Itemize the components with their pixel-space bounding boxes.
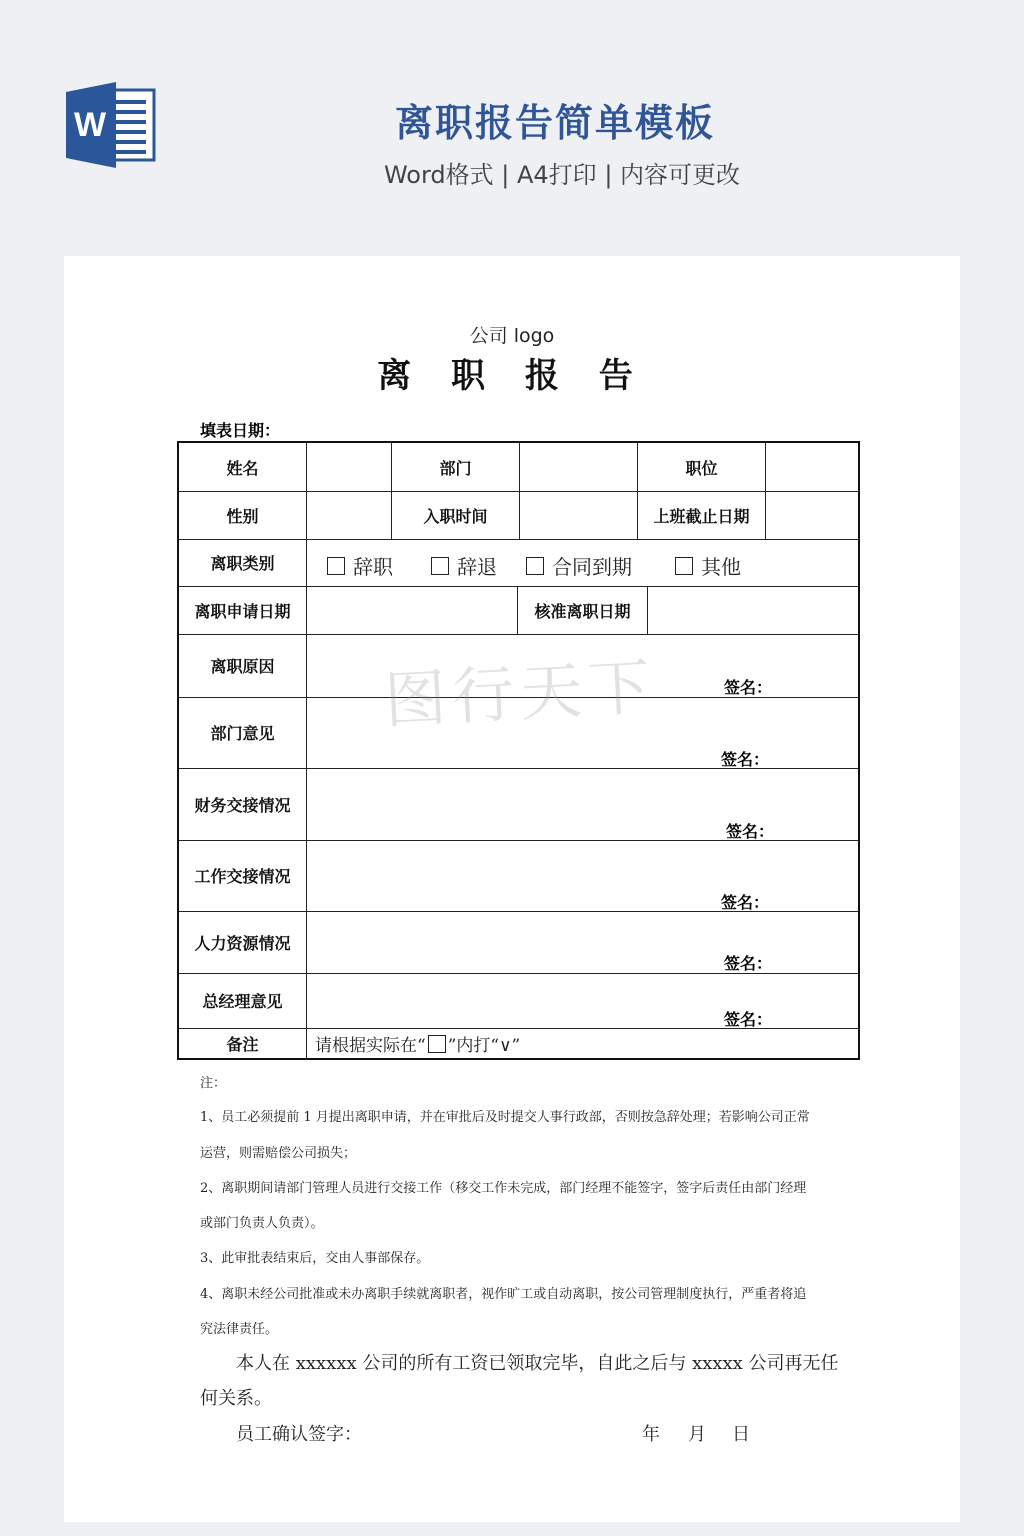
note-line: 运营，则需赔偿公司损失； xyxy=(200,1146,357,1161)
label-department: 部门 xyxy=(439,458,472,478)
option-contract-expired[interactable] xyxy=(526,551,632,580)
signature-label: 签名： xyxy=(721,893,770,912)
label-work-handover: 工作交接情况 xyxy=(194,867,291,886)
label-gm-opinion: 总经理意见 xyxy=(202,992,283,1011)
position-input-cell[interactable] xyxy=(766,443,858,491)
company-logo-text: 公司 logo xyxy=(469,325,555,347)
label-dept-opinion: 部门意见 xyxy=(210,724,275,743)
entry-date-input-cell[interactable] xyxy=(520,491,637,539)
label-approve-date: 核准离职日期 xyxy=(534,601,631,621)
watermark: 图行天下 xyxy=(382,649,659,738)
label-leave-type: 离职类别 xyxy=(210,554,275,573)
option-label: 合同到期 xyxy=(552,555,632,579)
department-input-cell[interactable] xyxy=(520,443,637,491)
resignation-form-table xyxy=(177,441,860,1060)
option-resign[interactable] xyxy=(327,551,393,580)
document-title: 离 职 报 告 xyxy=(377,356,647,396)
apply-date-input-cell[interactable] xyxy=(307,586,517,634)
fill-date-label: 填表日期： xyxy=(200,421,281,440)
approve-date-input-cell[interactable] xyxy=(648,586,858,634)
label-name: 姓名 xyxy=(226,458,259,478)
note-line: 4、离职未经公司批准或未办离职手续就离职者，视作旷工或自动离职，按公司管理制度执行，严重者将追 xyxy=(200,1287,807,1302)
statement-line: 本人在 xxxxxx 公司的所有工资已领取完毕，自此之后与 xxxxx 公司再无任 xyxy=(236,1353,839,1374)
label-apply-date: 离职申请日期 xyxy=(194,601,291,621)
remark-text-before: 请根据实际在“ xyxy=(315,1036,426,1056)
document-page xyxy=(64,256,960,1522)
option-dismissed[interactable] xyxy=(431,551,497,580)
label-gender: 性别 xyxy=(226,506,259,526)
statement-line: 何关系。 xyxy=(200,1388,272,1409)
page-title: 离职报告简单模板 xyxy=(394,101,715,145)
signature-label: 签名： xyxy=(721,750,770,769)
label-entry-date: 入职时间 xyxy=(423,506,488,526)
note-line: 或部门负责人负责）。 xyxy=(200,1216,324,1231)
page-subtitle: Word格式 | A4打印 | 内容可更改 xyxy=(383,161,741,189)
date-year-label: 年 xyxy=(642,1424,660,1445)
checkbox-icon[interactable] xyxy=(327,557,345,575)
label-remark: 备注 xyxy=(226,1034,259,1054)
signature-label: 签名： xyxy=(724,1010,773,1029)
label-hr-status: 人力资源情况 xyxy=(194,933,291,953)
checkbox-icon[interactable] xyxy=(431,557,449,575)
note-line: 3、此审批表结束后，交由人事部保存。 xyxy=(200,1251,430,1266)
note-line: 究法律责任。 xyxy=(200,1322,279,1337)
checkbox-icon[interactable] xyxy=(526,557,544,575)
employee-confirm-label: 员工确认签字： xyxy=(236,1424,362,1445)
option-other[interactable] xyxy=(675,551,741,580)
option-label: 其他 xyxy=(701,555,741,579)
signature-label: 签名： xyxy=(726,822,775,841)
svg-text:W: W xyxy=(73,106,107,144)
signature-label: 签名： xyxy=(724,678,773,697)
date-day-label: 日 xyxy=(732,1424,750,1445)
option-label: 辞职 xyxy=(353,555,393,579)
signature-label: 签名： xyxy=(724,954,773,973)
notes-title: 注： xyxy=(200,1076,227,1091)
checkbox-icon[interactable] xyxy=(675,557,693,575)
last-day-input-cell[interactable] xyxy=(766,491,858,539)
label-finance-handover: 财务交接情况 xyxy=(194,795,291,815)
remark-text xyxy=(315,1031,520,1056)
word-icon xyxy=(66,82,156,168)
checkbox-icon xyxy=(428,1035,446,1053)
label-last-day: 上班截止日期 xyxy=(653,506,750,526)
note-line: 2、离职期间请部门管理人员进行交接工作（移交工作未完成，部门经理不能签字，签字后责任由部门经理 xyxy=(200,1181,807,1196)
note-line: 1、员工必须提前 1 月提出离职申请，并在审批后及时提交人事行政部，否则按急辞处理；若影响公司正常 xyxy=(200,1110,810,1125)
option-label: 辞退 xyxy=(457,555,497,579)
gender-input-cell[interactable] xyxy=(307,491,391,539)
label-reason: 离职原因 xyxy=(210,657,275,676)
date-month-label: 月 xyxy=(688,1424,706,1445)
remark-text-after: ”内打“∨” xyxy=(447,1036,521,1056)
label-position: 职位 xyxy=(685,458,718,478)
name-input-cell[interactable] xyxy=(307,443,391,491)
